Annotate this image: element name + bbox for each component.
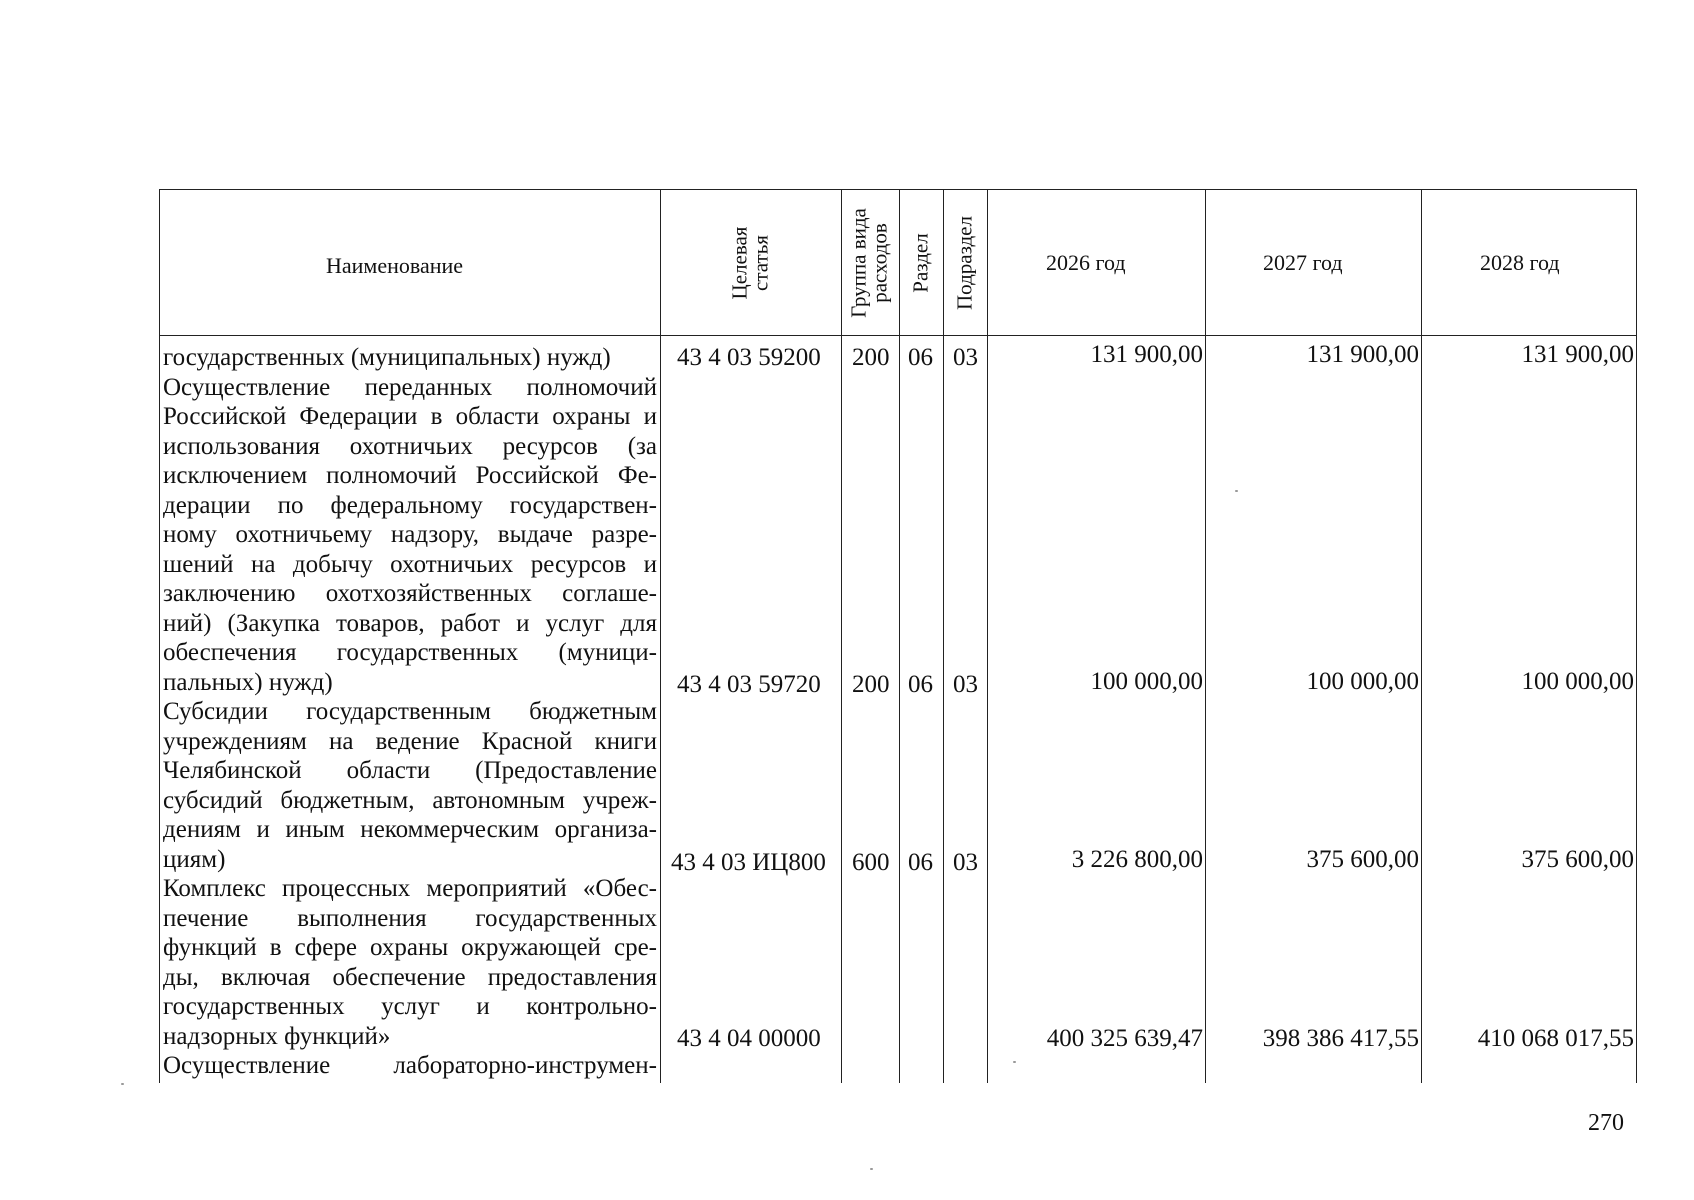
name-line: исключением полномочий Российской Фе- — [163, 462, 657, 489]
scan-speck — [121, 1083, 124, 1085]
name-line: заключению охотхозяйственных соглаше- — [163, 580, 657, 607]
table-top-border — [159, 189, 1636, 190]
scan-speck — [870, 1168, 873, 1170]
header-group — [846, 193, 892, 333]
group-cell: 200 — [852, 344, 890, 371]
name-line: Челябинской области (Предоставление — [163, 757, 657, 784]
section-cell: 06 — [908, 344, 933, 371]
header-2028: 2028 год — [1480, 250, 1560, 275]
name-line: дерации по федеральному государствен- — [163, 491, 657, 519]
amount-2028: 131 900,00 — [1521, 341, 1634, 368]
name-line: обеспечения государственных (муници- — [163, 639, 657, 666]
amount-2027: 100 000,00 — [1306, 668, 1419, 695]
target-cell: 43 4 03 59200 — [677, 344, 821, 371]
col-line-2027 — [1421, 189, 1422, 1083]
col-line-name — [660, 189, 661, 1083]
amount-2026: 3 226 800,00 — [1071, 846, 1203, 873]
header-target — [727, 198, 773, 328]
header-name: Наименование — [326, 253, 464, 278]
col-line-target — [841, 189, 842, 1083]
name-line: субсидий бюджетным, автономным учреж- — [163, 786, 657, 814]
amount-2026: 131 900,00 — [1090, 341, 1203, 368]
name-line: надзорных функций» — [163, 1022, 391, 1050]
amount-2027: 131 900,00 — [1306, 341, 1419, 368]
group-cell: 200 — [852, 671, 890, 698]
name-line: Осуществление переданных полномочий — [163, 373, 657, 401]
subsection-cell: 03 — [953, 849, 978, 876]
name-line: дениям и иным некоммерческим организа- — [163, 816, 657, 843]
subsection-cell: 03 — [953, 344, 978, 371]
name-line: государственных услуг и контрольно- — [163, 993, 657, 1020]
amount-2028: 100 000,00 — [1521, 668, 1634, 695]
amount-2027: 398 386 417,55 — [1262, 1025, 1419, 1052]
page-number: 270 — [1588, 1110, 1624, 1136]
header-target-line1: Целевая — [727, 226, 752, 300]
header-section: Раздел — [908, 233, 933, 293]
header-subsection: Подраздел — [952, 216, 977, 310]
amount-2027: 375 600,00 — [1306, 846, 1419, 873]
name-line: использования охотничьих ресурсов (за — [163, 432, 657, 460]
name-line: ды, включая обеспечение предоставления — [163, 963, 657, 991]
col-line-left — [159, 189, 160, 1083]
section-cell: 06 — [908, 671, 933, 698]
scan-speck — [1013, 1061, 1016, 1063]
target-cell: 43 4 03 59720 — [677, 671, 821, 698]
header-target-line2: статья — [749, 235, 773, 291]
target-cell: 43 4 04 00000 — [677, 1025, 821, 1052]
subsection-cell: 03 — [953, 671, 978, 698]
col-line-2026 — [1205, 189, 1206, 1083]
name-line: государственных (муниципальных) нужд) — [163, 344, 611, 371]
header-2026: 2026 год — [1046, 250, 1126, 275]
name-line: функций в сфере охраны окружающей сре- — [163, 934, 657, 961]
name-line: ному охотничьему надзору, выдаче разре- — [163, 521, 657, 548]
header-2027: 2027 год — [1263, 250, 1343, 275]
name-line: Субсидии государственным бюджетным — [163, 698, 657, 725]
name-line: циям) — [163, 845, 226, 873]
col-line-group — [899, 189, 900, 1083]
col-line-section — [943, 189, 944, 1083]
amount-2028: 375 600,00 — [1521, 846, 1634, 873]
name-line: Российской Федерации в области охраны и — [163, 403, 657, 430]
scan-speck — [1235, 490, 1238, 492]
name-line: учреждениям на ведение Красной книги — [163, 727, 657, 755]
col-line-subsection — [987, 189, 988, 1083]
amount-2028: 410 068 017,55 — [1477, 1025, 1634, 1052]
name-line: печение выполнения государственных — [163, 904, 657, 932]
header-group-line2: расходов — [868, 223, 892, 303]
name-line: Комплекс процессных мероприятий «Обес- — [163, 875, 657, 902]
name-line: шений на добычу охотничьих ресурсов и — [163, 550, 657, 578]
name-line: Осуществление лабораторно-инструмен- — [163, 1052, 657, 1079]
amount-2026: 400 325 639,47 — [1046, 1025, 1203, 1052]
header-bottom-border — [159, 335, 1636, 336]
section-cell: 06 — [908, 849, 933, 876]
target-cell: 43 4 03 ИЦ800 — [671, 849, 826, 876]
amount-2026: 100 000,00 — [1090, 668, 1203, 695]
name-line: пальных) нужд) — [163, 668, 333, 696]
name-line: ний) (Закупка товаров, работ и услуг для — [163, 609, 657, 637]
header-group-line1: Группа вида — [846, 208, 871, 318]
col-line-right — [1636, 189, 1637, 1083]
group-cell: 600 — [852, 849, 890, 876]
